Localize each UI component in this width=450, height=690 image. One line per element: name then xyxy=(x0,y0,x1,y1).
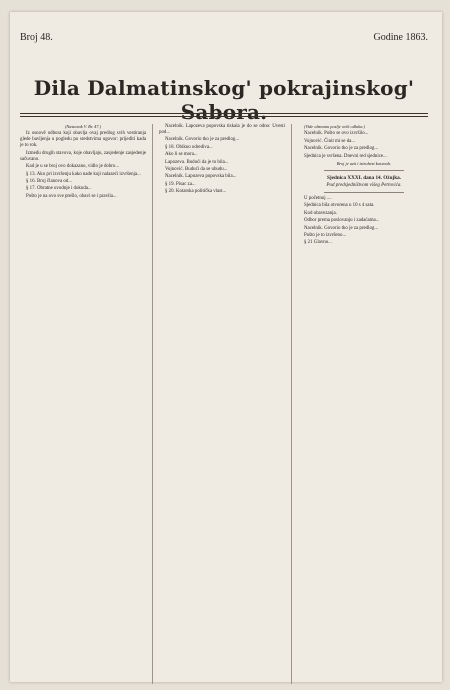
paragraph: § 17. Obratne uvodnje i dokuda... xyxy=(26,186,92,192)
paragraph: U početnoj .... xyxy=(304,195,332,201)
paragraph: § 16. Broj članova od... xyxy=(26,178,72,184)
section-divider xyxy=(324,192,403,193)
paragraph: § 19. Pisac za... xyxy=(165,181,196,187)
section-divider xyxy=(324,170,403,171)
paragraph: Sjednica je svršena. Dnevni red sjednice... xyxy=(304,153,387,159)
paragraph: Nacelnik. Pošto se ovo izvršilo... xyxy=(304,131,369,137)
paragraph: § 13. Ako pri izvršenju kako nade koji nalazeći izvršenja... xyxy=(26,171,141,177)
paragraph: Pošto je to izvršeno... xyxy=(304,232,347,238)
paragraph: Nacelnik. Lapozeva popovska tiskala je do se odno: Uvesti pod... xyxy=(159,124,285,135)
column-divider xyxy=(152,124,153,684)
paragraph: Kad je u se broj ovo dokazano, vidlo je dobro... xyxy=(26,164,120,170)
paragraph: Vojnović. Budući da se ubudu... xyxy=(165,166,228,172)
column-2 xyxy=(159,124,285,684)
paragraph: Ako li se mora... xyxy=(165,152,198,158)
title-rule-second xyxy=(20,116,428,117)
continuation-note: (Nastavak V. Br. 47.) xyxy=(64,124,102,129)
issue-number: Broj 48. xyxy=(20,32,53,43)
title-rule xyxy=(20,113,428,114)
paragraph: Vojnović. Činit mi se da... xyxy=(304,138,355,144)
paragraph: Nacelnik. Lapozeva popovska bila... xyxy=(165,174,237,180)
paragraph: Kod obavezanja. xyxy=(304,210,337,216)
newspaper-page xyxy=(10,12,442,682)
masthead-top xyxy=(20,32,428,46)
paragraph: Između drugih stavova, koje obavljaju, zasjedenje zasjedenje sačuvano. xyxy=(20,150,146,162)
column-divider xyxy=(291,124,292,684)
section-president: Pod predsjedništvom višeg Petrovića. xyxy=(326,182,402,188)
newspaper-title: Dila Dalmatinskog' pokrajinskog' Sabora. xyxy=(33,76,415,124)
paragraph: Nacelnik. Govorio tko je za predlog... xyxy=(304,146,379,152)
paragraph: Nacelnik. Govorio tko je za predlog... xyxy=(165,137,240,143)
column-1 xyxy=(20,124,146,684)
paragraph: § 18. Obikno odrediva... xyxy=(165,144,213,150)
paragraph: Pošto je na ovo sve prešlo, obavi se i pravila... xyxy=(26,193,117,199)
section-heading: Sjednica XXXI. dana 14. Ožujka. xyxy=(327,174,401,181)
issue-year: Godine 1863. xyxy=(373,32,428,43)
paragraph: Sjednica bila otvorena u 10 s 4 sata. xyxy=(304,203,375,209)
paragraph: Odbor prema poslovanju i zadaćama... xyxy=(304,218,380,224)
paragraph: Iz osnově odbora koji obavlja ovaj predlog svih vestiranja glede bavljenja u pogledu po sredstvima ugovor: prijediti kada je to rok. xyxy=(20,131,146,149)
paragraph: § 20. Kotarska politička vlast... xyxy=(165,189,227,195)
paragraph: Nacelnik. Govorio tko je za predlog... xyxy=(304,225,379,231)
paragraph: Lapozeva. Budući da je to bila... xyxy=(165,159,229,165)
paragraph: § 21 Glavno... xyxy=(304,240,332,246)
paragraph: (Vide obznanu poslje ovih odluka.) xyxy=(304,124,366,129)
column-3 xyxy=(298,124,430,684)
closing-note: Broj je uzit i iztrubezi kasvaoh. xyxy=(336,160,392,166)
